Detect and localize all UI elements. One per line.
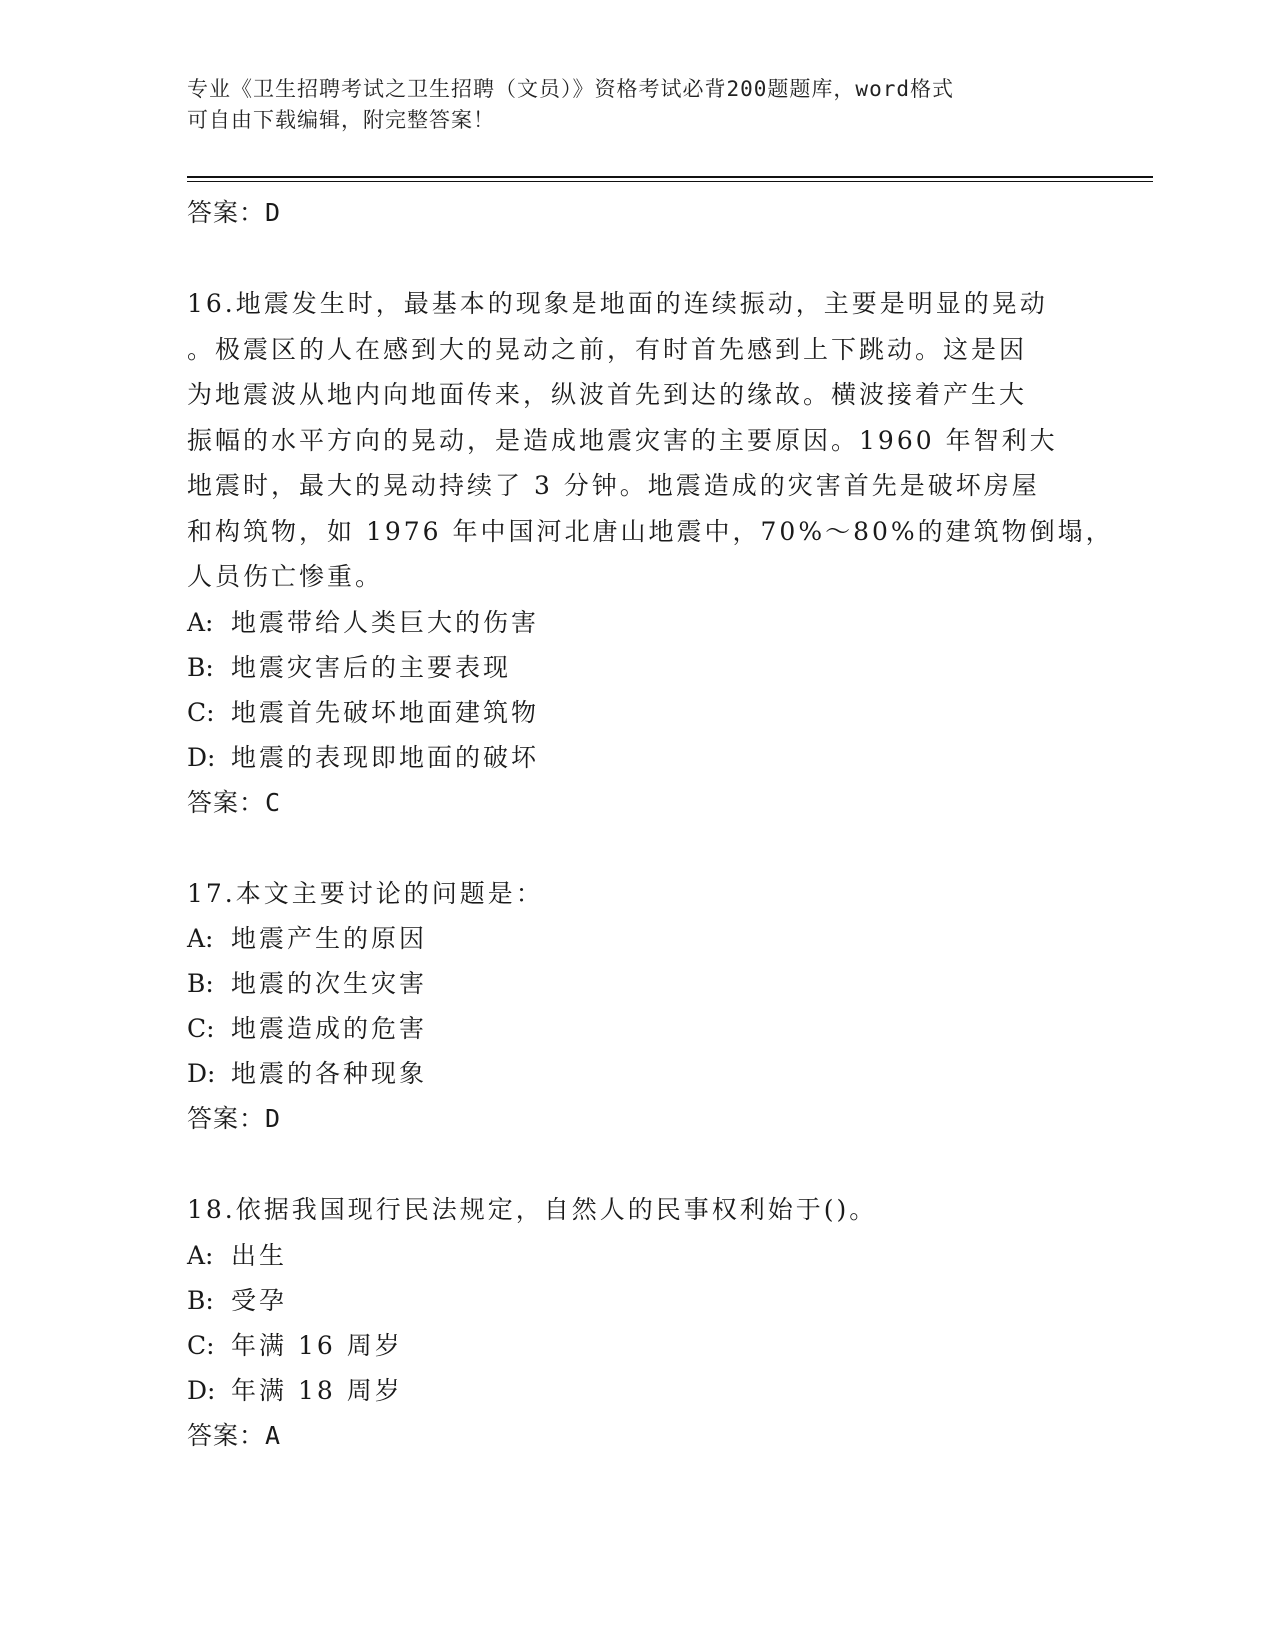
option-a [187,1233,1087,1278]
option-letter: B: [187,969,214,998]
question-block [187,1187,1087,1458]
option-letter: D: [187,1059,216,1088]
option-d [187,1368,1087,1413]
question-text [187,281,1114,600]
question-line: 18.依据我国现行民法规定，自然人的民事权利始于()。 [187,1195,878,1224]
option-letter: C: [187,697,215,727]
question-block [187,281,1114,825]
answer-line: 答案：A [187,1420,282,1450]
option-text: 地震首先破坏地面建筑物 [231,697,540,727]
option-c [187,690,1087,735]
header-divider [187,181,1153,182]
option-c [187,1006,1087,1051]
question-line: 16.地震发生时，最基本的现象是地面的连续振动，主要是明显的晃动 [187,289,1048,318]
option-letter: D: [187,1375,216,1405]
page-header [187,74,1067,136]
header-divider [187,176,1153,178]
option-text: 年满 16 周岁 [231,1330,403,1360]
option-text: 出生 [231,1240,288,1270]
option-b [187,1278,1087,1323]
question-line: 人员伤亡惨重。 [187,562,384,591]
option-d [187,735,1087,780]
option-text: 地震造成的危害 [231,1014,428,1043]
question-text [187,1187,1087,1233]
option-text: 地震带给人类巨大的伤害 [231,607,540,637]
option-text: 地震的表现即地面的破坏 [231,742,540,772]
question-line: 和构筑物，如 1976 年中国河北唐山地震中，70%～80%的建筑物倒塌， [187,516,1114,546]
option-letter: A: [187,607,214,637]
option-text: 年满 18 周岁 [231,1375,403,1405]
option-letter: C: [187,1330,215,1360]
option-text: 受孕 [231,1285,288,1315]
question-block [187,871,1087,1142]
question-line: 地震时，最大的晃动持续了 3 分钟。地震造成的灾害首先是破坏房屋 [187,471,1040,500]
header-line: 可自由下载编辑，附完整答案！ [187,108,495,132]
option-letter: B: [187,1285,214,1315]
option-letter: A: [187,1240,214,1270]
option-letter: C: [187,1014,215,1043]
option-letter: A: [187,924,214,953]
option-text: 地震的各种现象 [231,1059,428,1088]
answer-line: 答案：D [187,198,282,227]
option-b [187,645,1087,690]
option-d [187,1051,1087,1096]
question-line: 振幅的水平方向的晃动，是造成地震灾害的主要原因。1960 年智利大 [187,425,1058,455]
question-line: 17.本文主要讨论的问题是： [187,878,544,908]
answer-line: 答案：D [187,1104,282,1133]
option-text: 地震产生的原因 [231,924,428,953]
option-a [187,916,1087,961]
question-text [187,871,1087,917]
question-line: 为地震波从地内向地面传来，纵波首先到达的缘故。横波接着产生大 [187,380,1028,409]
answer-line: 答案：C [187,787,282,817]
option-c [187,1323,1087,1368]
option-a [187,600,1087,645]
option-b [187,961,1087,1006]
option-text: 地震的次生灾害 [231,969,428,998]
option-text: 地震灾害后的主要表现 [231,652,512,682]
option-letter: D: [187,742,216,772]
question-line: 。极震区的人在感到大的晃动之前，有时首先感到上下跳动。这是因 [187,334,1028,364]
document-body [187,190,1114,1458]
header-line: 专业《卫生招聘考试之卫生招聘（文员）》资格考试必背200题题库，word格式 [187,77,954,101]
option-letter: B: [187,652,214,682]
